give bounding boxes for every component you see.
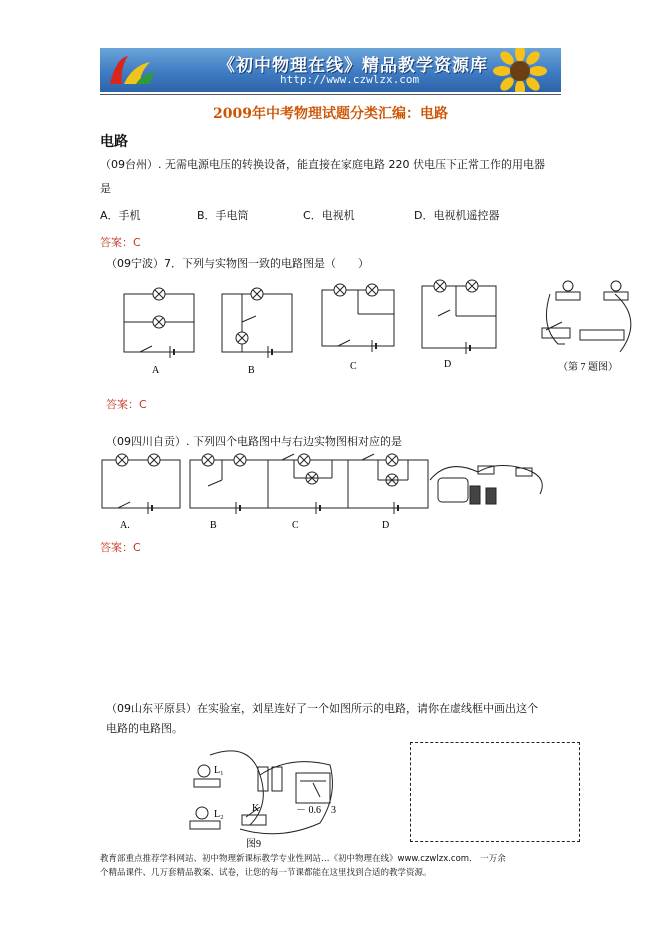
page-footer (100, 852, 570, 880)
q3-circuit-d (348, 454, 428, 514)
banner-url[interactable]: http://www.czwlzx.com (280, 73, 420, 86)
q4-figure-caption: 图9 (246, 839, 261, 850)
q1-option-c: C．电视机 (303, 209, 355, 222)
q3-answer: 答案：C (100, 541, 141, 554)
q2-circuit-a (124, 288, 194, 358)
svg-text:L₂: L₂ (214, 809, 224, 820)
q3-label-c: C (292, 520, 299, 531)
q2-circuit-b (222, 288, 292, 358)
q2-label-b: B (248, 365, 255, 376)
q1-stem-line1: （09台州）. 无需电源电压的转换设备，能直接在家庭电路 220 伏电压下正常工作的用电器 (100, 158, 545, 171)
q2-figure-caption: （第 7 题图） (558, 362, 618, 373)
q2-answer: 答案：C (106, 398, 147, 411)
q4-apparatus-figure (180, 745, 350, 850)
sunflower-icon (493, 48, 547, 92)
document-title: 2009年中考物理试题分类汇编：电路 (213, 106, 448, 122)
q2-circuit-c (322, 284, 394, 352)
q3-circuit-c (268, 454, 348, 514)
q3-circuit-a (102, 454, 180, 514)
q3-label-b: B (210, 520, 217, 531)
footer-line2: 个精品课件、几万套精品教案、试卷，让您的每一节课都能在这里找到合适的教学资源。 (100, 868, 432, 878)
q2-stem: （09宁波）7．下列与实物图一致的电路图是（ ） (106, 257, 369, 270)
q3-label-a: A. (120, 520, 130, 531)
q1-option-b: B．手电筒 (197, 209, 249, 222)
q2-circuit-d (422, 280, 496, 354)
q1-option-a: A．手机 (100, 209, 141, 222)
q3-apparatus-illustration (430, 465, 542, 504)
q1-stem-line2: 是 (100, 182, 111, 195)
q3-stem: （09四川自贡）. 下列四个电路图中与右边实物图相对应的是 (106, 435, 402, 448)
q1-option-d: D．电视机遥控器 (414, 209, 500, 222)
q3-circuit-figures (98, 450, 558, 532)
banner-title: 《初中物理在线》精品教学资源库 (218, 56, 488, 76)
q3-circuit-b (190, 454, 268, 514)
q4-stem-line2: 电路的电路图。 (106, 722, 183, 735)
svg-text:－ 0.6 3: － 0.6 3 (296, 805, 336, 816)
q2-apparatus-illustration (542, 281, 631, 352)
q2-label-c: C (350, 361, 357, 372)
q1-answer: 答案：C (100, 236, 141, 249)
svg-text:L₁: L₁ (214, 765, 224, 776)
header-divider (100, 94, 561, 95)
q4-answer-box[interactable] (410, 742, 580, 842)
q2-label-a: A (152, 365, 160, 376)
q4-stem-line1: （09山东平原县）在实验室，刘星连好了一个如图所示的电路，请你在虚线框中画出这个 (106, 702, 538, 715)
header-banner (100, 48, 561, 92)
q2-label-d: D (444, 359, 452, 370)
svg-text:K: K (252, 803, 260, 814)
logo-icon (106, 52, 158, 88)
footer-line1: 教育部重点推荐学科网站、初中物理新课标教学专业性网站…《初中物理在线》www.czwlzx.com． 一万余 (100, 854, 506, 864)
q2-circuit-figures (110, 276, 650, 380)
section-heading: 电路 (100, 134, 128, 150)
q3-label-d: D (382, 520, 390, 531)
